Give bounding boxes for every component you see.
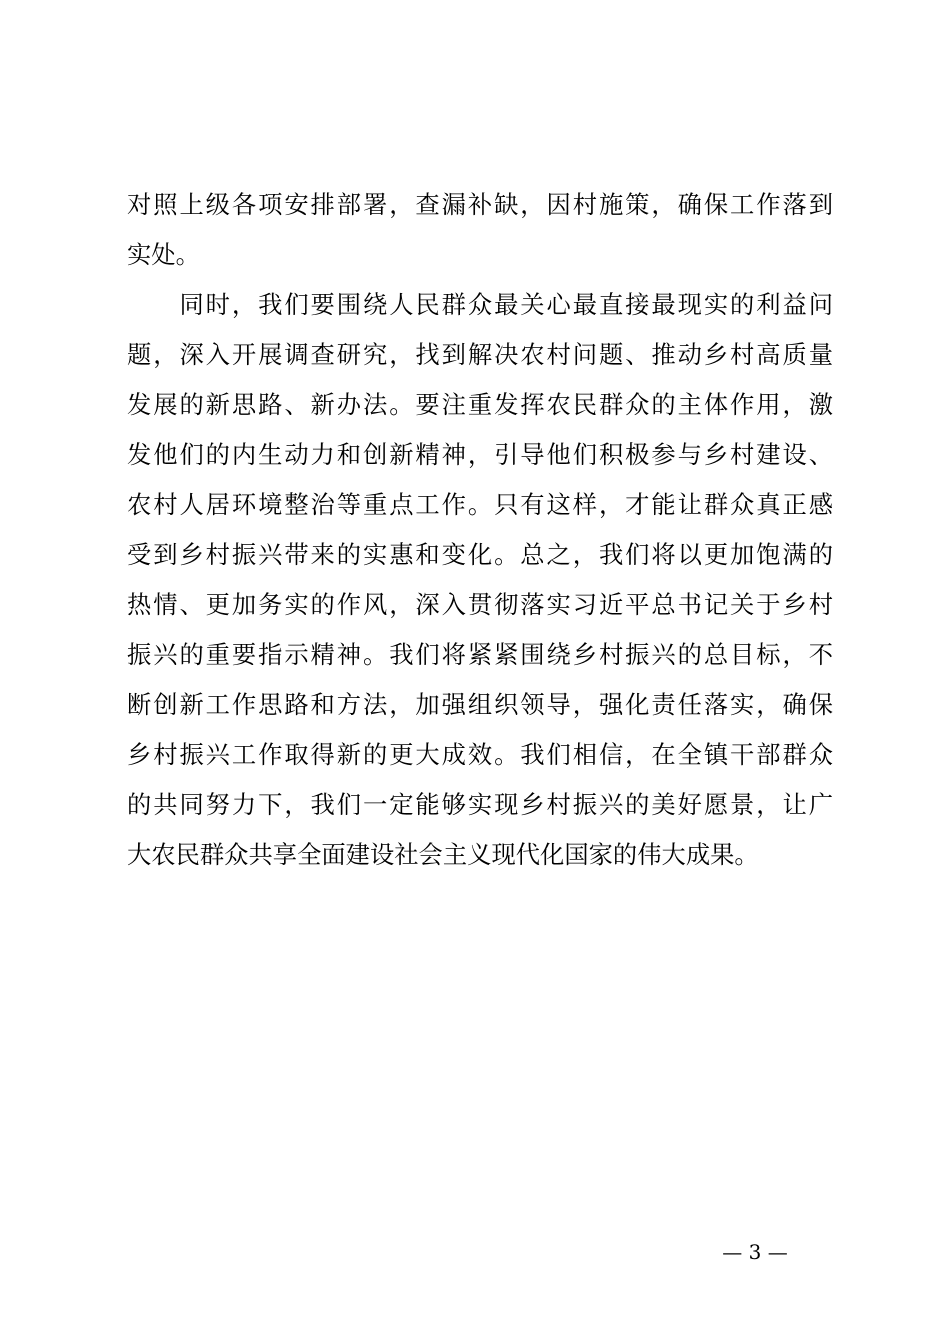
paragraph-2-line-8: 振兴的重要指示精神。我们将紧紧围绕乡村振兴的总目标，不: [127, 640, 833, 669]
page-number: — 3 —: [722, 1240, 788, 1264]
paragraph-2-line-6: 受到乡村振兴带来的实惠和变化。总之，我们将以更加饱满的: [127, 540, 833, 569]
paragraph-2-line-10: 乡村振兴工作取得新的更大成效。我们相信，在全镇干部群众: [127, 740, 833, 769]
paragraph-2-line-11: 的共同努力下，我们一定能够实现乡村振兴的美好愿景，让广: [127, 790, 833, 819]
paragraph-2-line-7: 热情、更加务实的作风，深入贯彻落实习近平总书记关于乡村: [127, 590, 833, 619]
paragraph-2-line-2: 题，深入开展调查研究，找到解决农村问题、推动乡村高质量: [127, 340, 833, 369]
paragraph-2-line-3: 发展的新思路、新办法。要注重发挥农民群众的主体作用，激: [127, 390, 833, 419]
paragraph-1-line-1: 对照上级各项安排部署，查漏补缺，因村施策，确保工作落到: [127, 190, 833, 219]
paragraph-1-line-2: 实处。: [127, 240, 200, 269]
paragraph-2-line-5: 农村人居环境整治等重点工作。只有这样，才能让群众真正感: [127, 490, 833, 519]
paragraph-2-line-4: 发他们的内生动力和创新精神，引导他们积极参与乡村建设、: [127, 440, 833, 469]
paragraph-2-line-1: 同时，我们要围绕人民群众最关心最直接最现实的利益问: [127, 290, 833, 319]
paragraph-2-line-9: 断创新工作思路和方法，加强组织领导，强化责任落实，确保: [127, 690, 833, 719]
paragraph-2-line-12: 大农民群众共享全面建设社会主义现代化国家的伟大成果。: [127, 840, 759, 869]
